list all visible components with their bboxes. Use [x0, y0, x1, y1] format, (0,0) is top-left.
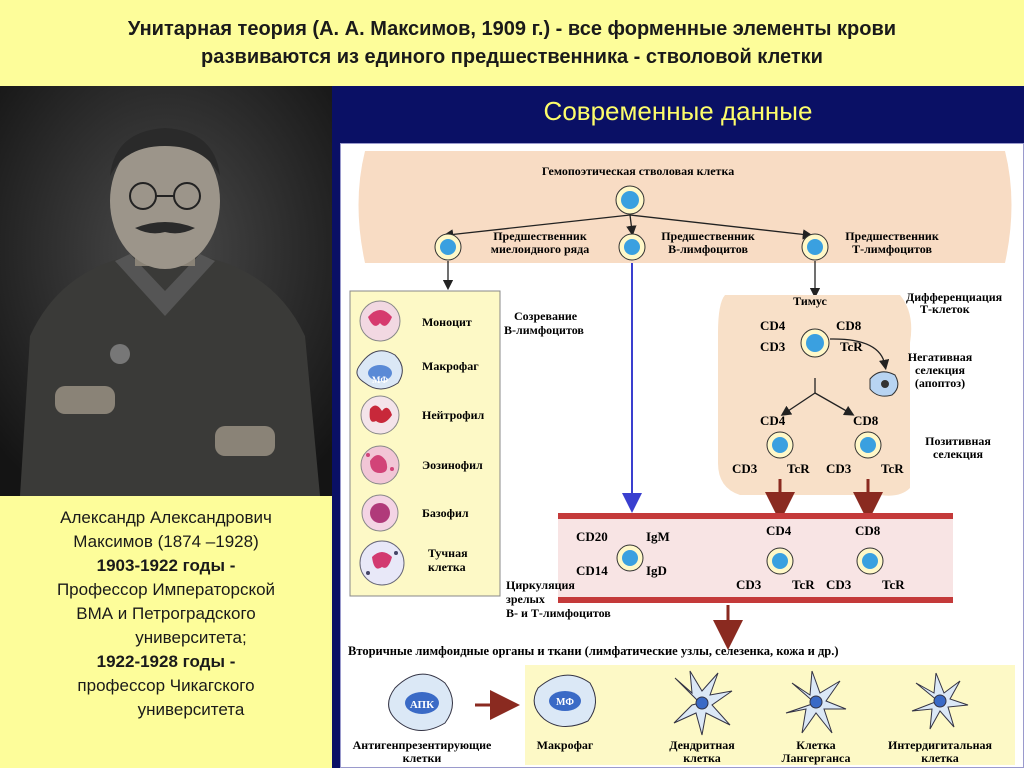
igm-label: IgM — [646, 529, 670, 544]
b-progenitor-label-1: Предшественник — [661, 229, 755, 243]
left-panel — [0, 86, 332, 768]
circ-label-1: Циркуляция — [506, 578, 575, 592]
header-line-2: развиваются из единого предшественника - стволовой клетки — [201, 46, 823, 68]
cd14-label: CD14 — [576, 563, 608, 578]
dendritic-label-1: Дендритная — [669, 738, 735, 752]
portrait-illustration — [0, 86, 332, 496]
basophil-cell — [362, 495, 398, 531]
b-progenitor-label-2: В-лимфоцитов — [668, 242, 748, 256]
circ-cd8-tcr: TcR — [882, 577, 905, 592]
stem-cell-label: Гемопоэтическая стволовая клетка — [541, 164, 735, 178]
langerhans-label-2: Лангерганса — [781, 751, 851, 765]
bio-name-line-2: Максимов (1874 –1928) — [73, 532, 259, 551]
b-progenitor-cell — [619, 234, 645, 260]
bio-role-1b: ВМА и Петроградского — [76, 604, 256, 623]
slide-header — [0, 0, 1024, 86]
mf-apc-label: МФ — [556, 697, 574, 708]
myeloid-progenitor-cell — [435, 234, 461, 260]
circulating-cd8-cell — [857, 548, 883, 574]
bio-role-1a: Профессор Императорской — [56, 580, 276, 599]
neutrophil-label: Нейтрофил — [422, 408, 485, 422]
b-lymphocyte — [617, 545, 643, 571]
circulating-cd4-cell — [767, 548, 793, 574]
header-line-1: Унитарная теория (А. А. Максимов, 1909 г.) - все форменные элементы крови — [127, 18, 897, 40]
pos-sel-label-2: селекция — [932, 447, 984, 461]
neg-sel-label-1: Негативная — [907, 350, 973, 364]
right-panel — [332, 86, 1024, 768]
macrophage-label: Макрофаг — [422, 359, 479, 373]
t-progenitor-label-2: Т-лимфоцитов — [852, 242, 932, 256]
cd4-cd3: CD3 — [732, 461, 758, 476]
circ-cd8: CD8 — [855, 523, 881, 538]
t-progenitor-label-1: Предшественник — [845, 229, 939, 243]
myeloid-progenitor-label-2: миелоидного ряда — [490, 242, 590, 256]
eosinophil-label: Эозинофил — [422, 458, 483, 472]
cd4-tcr: TcR — [787, 461, 810, 476]
circ-cd4: CD4 — [766, 523, 792, 538]
eosinophil-cell — [361, 446, 399, 484]
neg-sel-label-2: селекция — [914, 363, 966, 377]
bio-role-2a: профессор Чикагского — [77, 676, 255, 695]
circ-label-3: В- и Т-лимфоцитов — [506, 606, 611, 620]
circ-label-2: зрелых — [506, 592, 545, 606]
secondary-organs-label: Вторичные лимфоидные органы и ткани (лимфатические узлы, селезенка, кожа и др.) — [348, 644, 839, 658]
apc-label-2: клетки — [402, 751, 442, 765]
cd8-thymocyte — [855, 432, 881, 458]
myeloid-progenitor-label-1: Предшественник — [493, 229, 587, 243]
hematopoiesis-diagram — [340, 143, 1024, 768]
langerhans-label-1: Клетка — [796, 738, 836, 752]
bio-role-2b: университета — [137, 700, 245, 719]
circ-cd4-cd3: CD3 — [736, 577, 762, 592]
cd8-label: CD8 — [853, 413, 879, 428]
dendritic-label-2: клетка — [683, 751, 721, 765]
stem-cell — [616, 186, 644, 214]
circ-cd4-tcr: TcR — [792, 577, 815, 592]
thymus-cd3: CD3 — [760, 339, 786, 354]
interdigital-label-1: Интердигитальная — [888, 738, 992, 752]
mast-cell — [360, 541, 404, 585]
t-progenitor-cell — [802, 234, 828, 260]
monocyte-label: Моноцит — [422, 315, 472, 329]
thymocyte-cell — [801, 329, 829, 357]
circ-cd8-cd3: CD3 — [826, 577, 852, 592]
thymus-cd4: CD4 — [760, 318, 786, 333]
thymus-tcr: TcR — [840, 339, 863, 354]
cd8-cd3: CD3 — [826, 461, 852, 476]
biography — [0, 506, 332, 722]
bio-period-1: 1903-1922 годы - — [96, 556, 236, 575]
cd20-label: CD20 — [576, 529, 608, 544]
apoptotic-cell — [870, 372, 898, 396]
thymus-cd8: CD8 — [836, 318, 862, 333]
t-diff-label-1: Дифференциация — [906, 290, 1003, 304]
b-maturation-label-2: В-лимфоцитов — [504, 323, 584, 337]
macrophage2-label: Макрофаг — [536, 738, 594, 752]
cd4-label: CD4 — [760, 413, 786, 428]
apc-label-1: Антигенпрезентирующие — [352, 738, 492, 752]
bio-period-2: 1922-1928 годы - — [96, 652, 236, 671]
monocyte-cell — [360, 301, 400, 341]
thymus-label: Тимус — [793, 294, 827, 308]
portrait-photo — [0, 86, 332, 496]
mf-label: МФ — [372, 375, 389, 385]
pos-sel-label-1: Позитивная — [925, 434, 991, 448]
igd-label: IgD — [646, 563, 667, 578]
mast-label-2: клетка — [428, 560, 466, 574]
mast-label-1: Тучная — [428, 546, 468, 560]
bio-role-1c: университета; — [135, 628, 247, 647]
cd8-tcr: TcR — [881, 461, 904, 476]
apc-abbrev: АПК — [409, 699, 435, 711]
b-maturation-label-1: Созревание — [514, 309, 578, 323]
basophil-label: Базофил — [422, 506, 469, 520]
neg-sel-label-3: (апоптоз) — [914, 376, 966, 390]
neutrophil-cell — [361, 396, 399, 434]
cd4-thymocyte — [767, 432, 793, 458]
bio-name-line-1: Александр Александрович — [60, 508, 272, 527]
t-diff-label-2: Т-клеток — [920, 302, 970, 316]
interdigital-label-2: клетка — [921, 751, 959, 765]
modern-data-title: Современные данные — [543, 96, 813, 126]
